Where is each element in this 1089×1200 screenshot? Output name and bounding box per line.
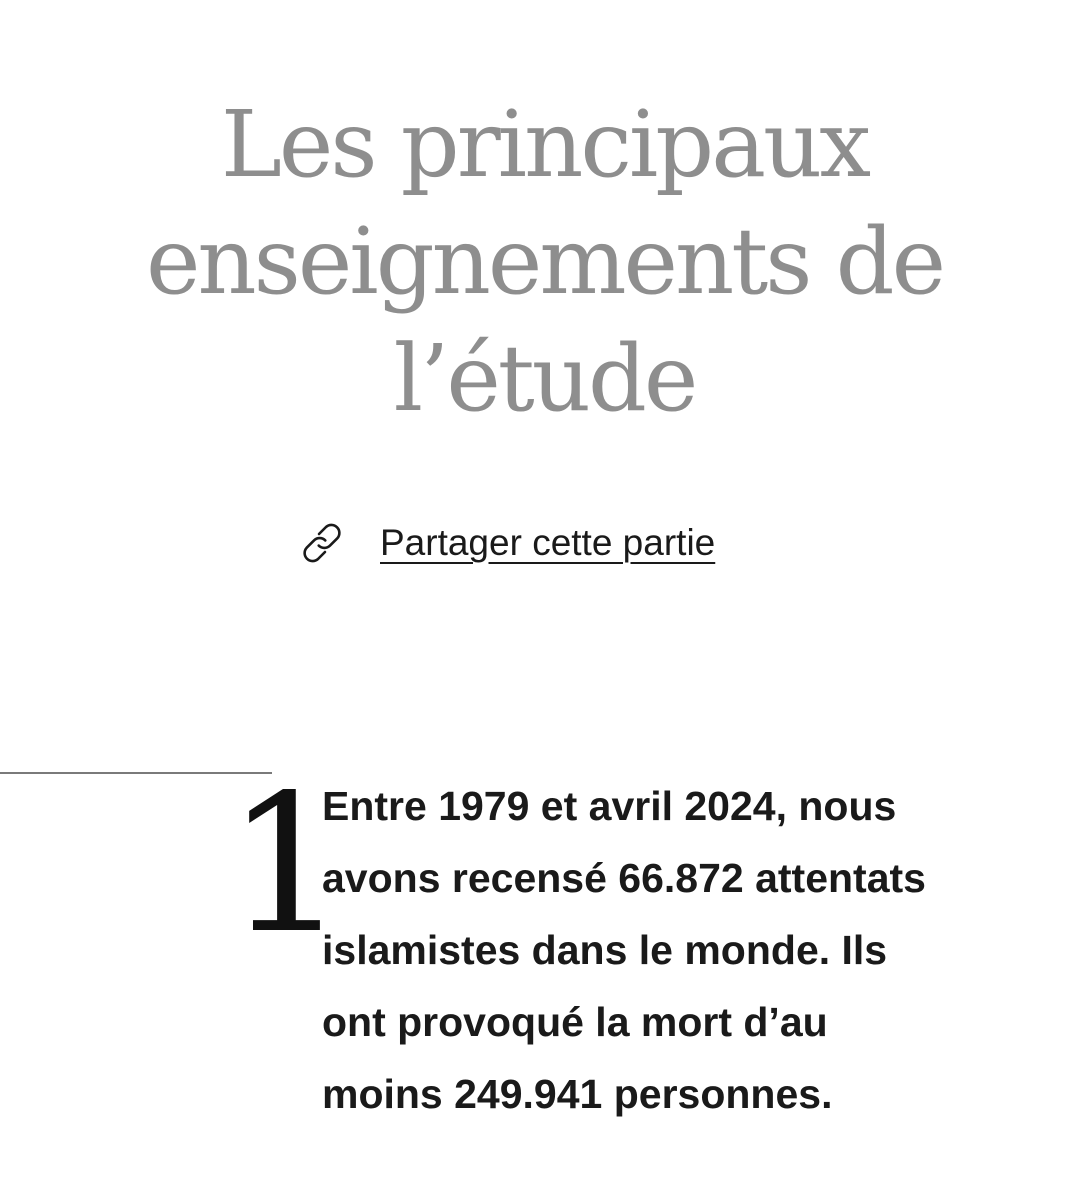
finding-text-line-4: ont provoqué la mort d’au — [322, 999, 828, 1045]
finding-text-line-1: Entre 1979 et avril 2024, nous — [322, 783, 897, 829]
share-section-link[interactable] — [298, 518, 715, 568]
finding-text-line-2: avons recensé 66.872 attentats — [322, 855, 926, 901]
finding-text — [322, 770, 1062, 1130]
finding-number: 1 — [226, 754, 347, 975]
finding-text-line-3: islamistes dans le monde. Ils — [322, 927, 888, 973]
section-title-line-3: l’étude — [393, 325, 696, 432]
finding-text-line-5: moins 249.941 personnes. — [322, 1071, 833, 1117]
link-icon — [298, 519, 346, 567]
section-title — [0, 86, 1089, 437]
section-title-line-2: enseignements de — [145, 208, 944, 315]
share-section-label: Partager cette partie — [380, 522, 716, 563]
section-title-line-1: Les principaux — [220, 91, 869, 198]
